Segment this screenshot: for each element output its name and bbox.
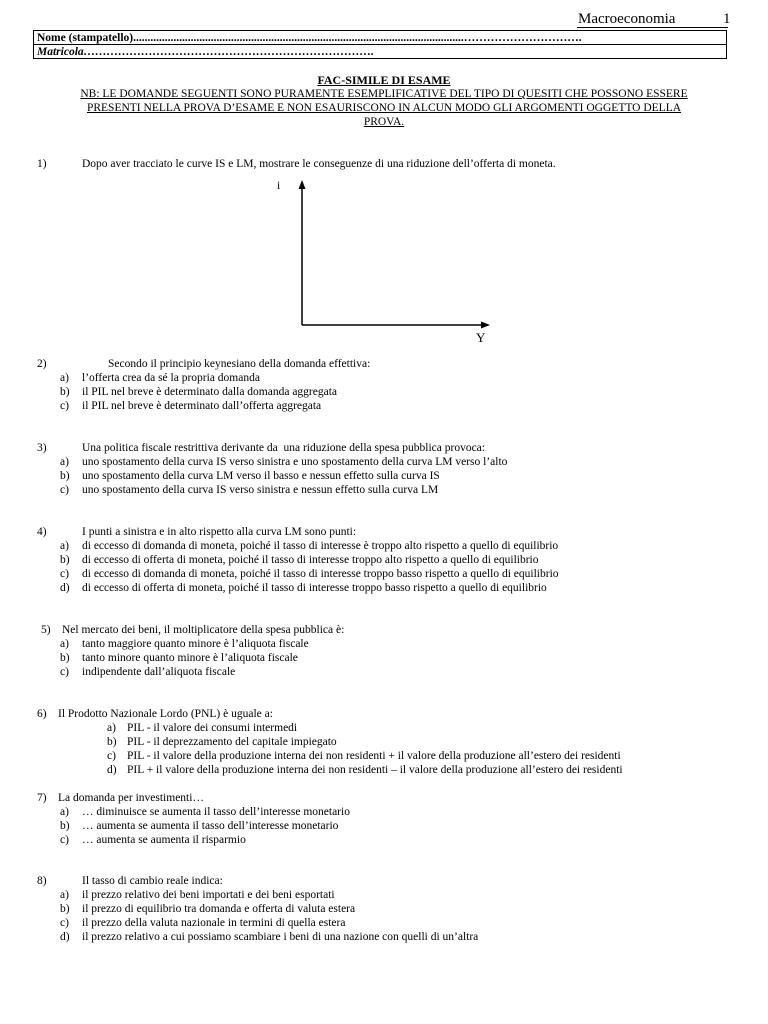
option-letter: a) [60, 638, 69, 650]
option-text: il PIL nel breve è determinato dall’offerta aggregata [82, 400, 322, 412]
answer-option [0, 385, 768, 399]
question-4 [0, 525, 768, 595]
question-stem [0, 707, 768, 721]
question-stem [0, 441, 768, 455]
notice-line: NB: LE DOMANDE SEGUENTI SONO PURAMENTE ESEMPLIFICATIVE DEL TIPO DI QUESITI CHE POSSONO ESSERE [80, 88, 688, 100]
question-number: 4) [37, 526, 47, 538]
answer-option [0, 763, 768, 777]
answer-option [0, 916, 768, 930]
option-letter: b) [107, 736, 117, 748]
question-stem [0, 623, 768, 637]
answer-option [0, 721, 768, 735]
option-letter: d) [60, 582, 70, 594]
option-letter: c) [107, 750, 116, 762]
option-letter: c) [60, 834, 69, 846]
question-number: 7) [37, 792, 47, 804]
answer-option [0, 469, 768, 483]
answer-option [0, 483, 768, 497]
option-letter: d) [60, 931, 70, 943]
option-text: il prezzo relativo dei beni importati e dei beni esportati [82, 889, 335, 901]
answer-option [0, 749, 768, 763]
student-id-box [33, 30, 727, 59]
question-text: Il tasso di cambio reale indica: [82, 875, 223, 887]
option-letter: b) [60, 386, 70, 398]
question-text: Il Prodotto Nazionale Lordo (PNL) è uguale a: [58, 708, 273, 720]
answer-option [0, 539, 768, 553]
question-6 [0, 707, 768, 777]
question-stem [0, 525, 768, 539]
option-text: il prezzo della valuta nazionale in termini di quella estera [82, 917, 346, 929]
option-letter: b) [60, 652, 70, 664]
answer-option [0, 371, 768, 385]
notice-line: PROVA. [363, 116, 405, 128]
question-text: Dopo aver tracciato le curve IS e LM, mostrare le conseguenze di una riduzione dell’offerta di moneta. [82, 158, 556, 170]
option-letter: c) [60, 666, 69, 678]
answer-option [0, 805, 768, 819]
question-1 [0, 157, 768, 171]
option-letter: d) [107, 764, 117, 776]
is-lm-axes-diagram [270, 172, 500, 332]
option-text: uno spostamento della curva IS verso sinistra e nessun effetto sulla curva LM [82, 484, 439, 496]
student-number-field: Matricola…………………………………………………………………. [37, 46, 375, 58]
horizontal-axis-arrowhead [481, 322, 490, 329]
option-text: PIL - il valore della produzione interna dei non residenti + il valore della produzione all’estero dei residenti [127, 750, 621, 762]
question-number: 1) [37, 158, 47, 170]
option-text: PIL - il valore dei consumi intermedi [127, 722, 298, 734]
option-text: uno spostamento della curva IS verso sinistra e uno spostamento della curva LM verso l’alto [82, 456, 508, 468]
option-letter: a) [60, 540, 69, 552]
option-text: il PIL nel breve è determinato dalla domanda aggregata [82, 386, 338, 398]
option-letter: a) [107, 722, 116, 734]
option-text: … aumenta se aumenta il tasso dell’interesse monetario [82, 820, 339, 832]
course-title: Macroeconomia [578, 11, 676, 27]
y-axis-label: i [277, 180, 281, 192]
answer-option [0, 665, 768, 679]
question-number: 6) [37, 708, 47, 720]
question-number: 3) [37, 442, 47, 454]
student-name-field: Nome (stampatello)...................................................................................................................…………………………. [37, 32, 582, 44]
answer-option [0, 553, 768, 567]
exam-title: FAC-SIMILE DI ESAME [317, 73, 451, 87]
x-axis-label: Y [476, 330, 486, 345]
answer-option [0, 581, 768, 595]
option-letter: a) [60, 456, 69, 468]
option-letter: b) [60, 470, 70, 482]
option-text: … aumenta se aumenta il risparmio [82, 834, 246, 846]
header-underline [577, 27, 728, 28]
option-text: di eccesso di offerta di moneta, poiché il tasso di interesse troppo basso rispetto a quello di equilibrio [82, 582, 547, 594]
answer-option [0, 567, 768, 581]
option-text: … diminuisce se aumenta il tasso dell’interesse monetario [82, 806, 350, 818]
option-letter: a) [60, 806, 69, 818]
answer-option [0, 637, 768, 651]
question-7 [0, 791, 768, 847]
notice-line: PRESENTI NELLA PROVA D’ESAME E NON ESAURISCONO IN ALCUN MODO GLI ARGOMENTI OGGETTO DELLA [86, 102, 682, 114]
question-stem [0, 157, 768, 171]
answer-option [0, 833, 768, 847]
option-text: tanto minore quanto minore è l’aliquota fiscale [82, 652, 298, 664]
option-letter: a) [60, 372, 69, 384]
question-stem [0, 357, 768, 371]
option-text: indipendente dall’aliquota fiscale [82, 666, 236, 678]
question-2 [0, 357, 768, 413]
answer-option [0, 455, 768, 469]
question-number: 5) [41, 624, 51, 636]
option-letter: b) [60, 903, 70, 915]
option-text: di eccesso di domanda di moneta, poiché il tasso di interesse troppo basso rispetto a quello di equilibrio [82, 568, 559, 580]
answer-option [0, 651, 768, 665]
question-5 [0, 623, 768, 679]
option-text: di eccesso di offerta di moneta, poiché il tasso di interesse troppo alto rispetto a quello di equilibrio [82, 554, 539, 566]
answer-option [0, 735, 768, 749]
question-number: 8) [37, 875, 47, 887]
option-text: uno spostamento della curva LM verso il basso e nessun effetto sulla curva IS [82, 470, 440, 482]
question-text: Secondo il principio keynesiano della domanda effettiva: [108, 358, 371, 370]
option-letter: b) [60, 554, 70, 566]
question-stem [0, 791, 768, 805]
option-text: tanto maggiore quanto minore è l’aliquota fiscale [82, 638, 309, 650]
option-letter: a) [60, 889, 69, 901]
question-8 [0, 874, 768, 944]
page-number: 1 [723, 11, 731, 27]
question-text: La domanda per investimenti… [58, 792, 204, 804]
option-letter: b) [60, 820, 70, 832]
question-stem [0, 874, 768, 888]
question-text: I punti a sinistra e in alto rispetto alla curva LM sono punti: [82, 526, 357, 538]
option-text: PIL + il valore della produzione interna dei non residenti – il valore della produzione all’estero dei residenti [127, 764, 623, 776]
answer-option [0, 930, 768, 944]
option-letter: c) [60, 917, 69, 929]
option-letter: c) [60, 568, 69, 580]
answer-option [0, 888, 768, 902]
answer-option [0, 399, 768, 413]
option-text: di eccesso di domanda di moneta, poiché il tasso di interesse è troppo alto rispetto a quello di equilibrio [82, 540, 559, 552]
question-number: 2) [37, 358, 47, 370]
answer-option [0, 819, 768, 833]
option-letter: c) [60, 400, 69, 412]
question-3 [0, 441, 768, 497]
option-text: l’offerta crea da sé la propria domanda [82, 372, 260, 384]
question-text: Nel mercato dei beni, il moltiplicatore della spesa pubblica è: [62, 624, 345, 636]
question-text: Una politica fiscale restrittiva derivante da una riduzione della spesa pubblica provoca: [82, 442, 485, 454]
vertical-axis-arrowhead [299, 180, 306, 189]
answer-option [0, 902, 768, 916]
option-text: PIL - il deprezzamento del capitale impiegato [127, 736, 337, 748]
option-letter: c) [60, 484, 69, 496]
option-text: il prezzo relativo a cui possiamo scambiare i beni di una nazione con quelli di un’altra [82, 931, 479, 943]
option-text: il prezzo di equilibrio tra domanda e offerta di valuta estera [82, 903, 356, 915]
